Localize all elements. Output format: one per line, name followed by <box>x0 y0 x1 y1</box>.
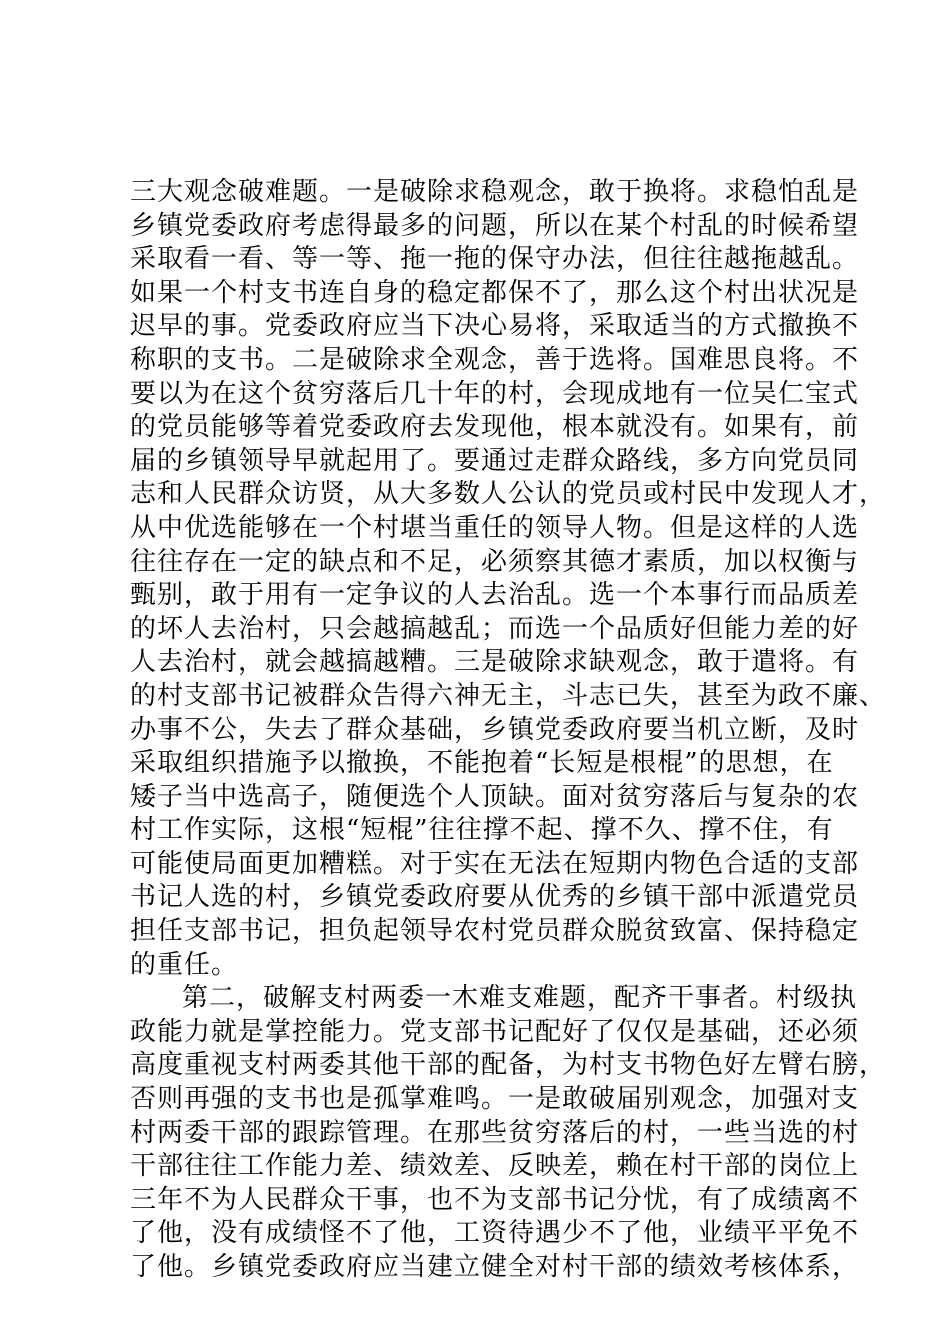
text-line: 可能使局面更加糟糕。对于实在无法在短期内物色合适的支部 <box>130 848 860 879</box>
text-line: 村工作实际，这根“短棍”往往撑不起、撑不久、撑不住，有 <box>130 815 834 846</box>
text-line: 政能力就是掌控能力。党支部书记配好了仅仅是基础，还必须 <box>130 1016 860 1047</box>
text-line: 志和人民群众访贤，从大多数人公认的党员或村民中发现人才， <box>130 479 887 510</box>
body-text <box>130 176 887 1285</box>
text-line: 从中优选能够在一个村堪当重任的领导人物。但是这样的人选 <box>130 512 860 543</box>
text-line: 乡镇党委政府考虑得最多的问题，所以在某个村乱的时候希望 <box>130 210 860 241</box>
text-line: 要以为在这个贫穷落后几十年的村，会现成地有一位吴仁宝式 <box>130 378 860 409</box>
text-line: 往往存在一定的缺点和不足，必须察其德才素质，加以权衡与 <box>130 546 860 577</box>
text-line: 采取看一看、等一等、拖一拖的保守办法，但往往越拖越乱。 <box>130 244 860 275</box>
text-line: 村两委干部的跟踪管理。在那些贫穷落后的村，一些当选的村 <box>130 1117 860 1148</box>
text-line: 称职的支书。二是破除求全观念，善于选将。国难思良将。不 <box>130 344 860 375</box>
text-line: 采取组织措施予以撤换，不能抱着“长短是根棍”的思想，在 <box>130 748 834 779</box>
text-line: 的村支部书记被群众告得六神无主，斗志已失，甚至为政不廉、 <box>130 680 887 711</box>
text-line: 人去治村，就会越搞越糟。三是破除求缺观念，敢于遣将。有 <box>130 647 860 678</box>
text-line: 担任支部书记，担负起领导农村党员群众脱贫致富、保持稳定 <box>130 916 860 947</box>
text-line: 甄别，敢于用有一定争议的人去治乱。选一个本事行而品质差 <box>130 580 860 611</box>
text-line: 高度重视支村两委其他干部的配备，为村支书物色好左臂右膀， <box>130 1050 887 1081</box>
paragraph-end-line: 的重任。 <box>130 949 239 980</box>
text-line: 矮子当中选高子，随便选个人顶缺。面对贫穷落后与复杂的农 <box>130 781 860 812</box>
text-line: 否则再强的支书也是孤掌难鸣。一是敢破届别观念，加强对支 <box>130 1084 860 1115</box>
text-line: 如果一个村支书连自身的稳定都保不了，那么这个村出状况是 <box>130 277 860 308</box>
text-line: 书记人选的村，乡镇党委政府要从优秀的乡镇干部中派遣党员 <box>130 882 860 913</box>
text-line: 三大观念破难题。一是破除求稳观念，敢于换将。求稳怕乱是 <box>130 177 860 207</box>
text-line: 干部往往工作能力差、绩效差、反映差，赖在村干部的岗位上 <box>130 1151 860 1182</box>
text-line: 的坏人去治村，只会越搞越乱；而选一个品质好但能力差的好 <box>130 613 860 644</box>
text-line: 了他，没有成绩怪不了他，工资待遇少不了他，业绩平平免不 <box>130 1218 860 1249</box>
text-line: 届的乡镇领导早就起用了。要通过走群众路线，多方向党员同 <box>130 445 860 476</box>
text-line: 办事不公，失去了群众基础，乡镇党委政府要当机立断，及时 <box>130 714 860 745</box>
text-line: 的党员能够等着党委政府去发现他，根本就没有。如果有，前 <box>130 412 860 443</box>
paragraph-start-line: 第二，破解支村两委一木难支难题，配齐干事者。村级执 <box>182 983 858 1014</box>
text-line: 三年不为人民群众干事，也不为支部书记分忧，有了成绩离不 <box>130 1184 860 1215</box>
text-line: 了他。乡镇党委政府应当建立健全对村干部的绩效考核体系， <box>130 1252 860 1282</box>
text-line: 迟早的事。党委政府应当下决心易将，采取适当的方式撤换不 <box>130 311 860 342</box>
